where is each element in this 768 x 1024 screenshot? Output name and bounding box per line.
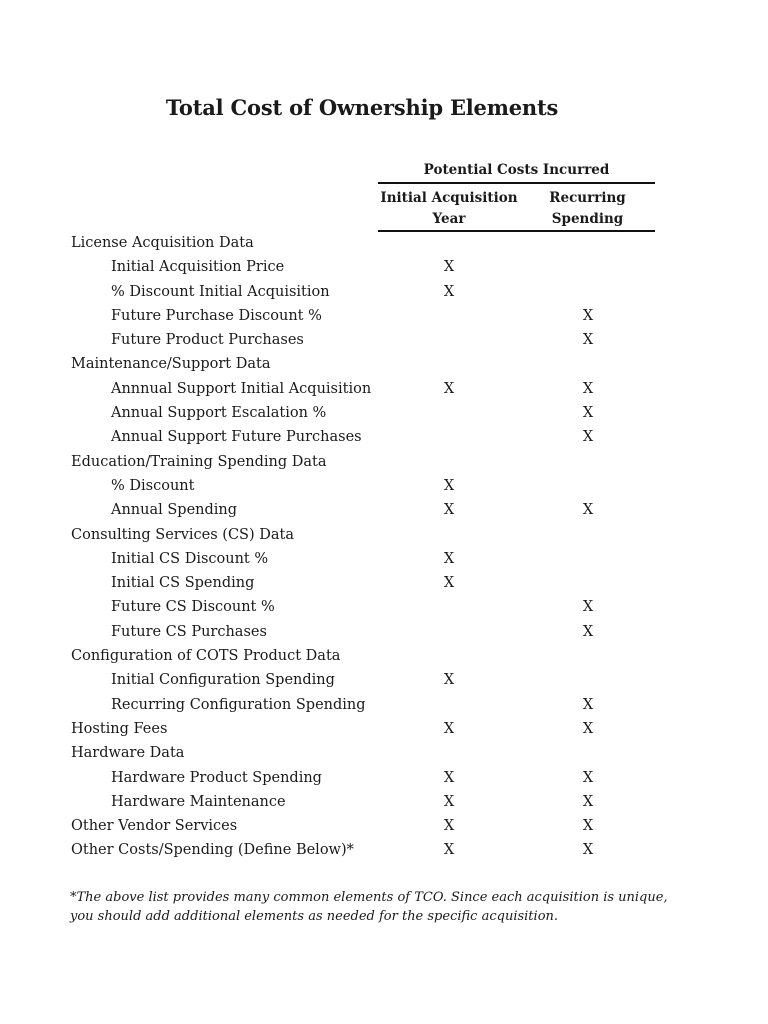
row-label: Hardware Maintenance	[111, 793, 286, 810]
column-header-recurring-spending	[520, 188, 655, 230]
recurring-spending-mark: X	[582, 696, 594, 713]
footnote-line: *The above list provides many common elements of TCO. Since each acquisition is unique,	[70, 890, 668, 905]
table-row-item	[0, 304, 768, 328]
row-label: Other Costs/Spending (Define Below)*	[71, 842, 354, 859]
table-row-section	[0, 523, 768, 547]
recurring-spending-mark: X	[582, 405, 594, 422]
row-label: Initial Configuration Spending	[111, 672, 335, 689]
initial-acquisition-mark: X	[443, 769, 455, 786]
recurring-spending-mark: X	[582, 599, 594, 616]
row-label: Annnual Support Initial Acquisition	[111, 380, 372, 397]
initial-acquisition-mark: X	[443, 672, 455, 689]
column-header-line: Recurring	[549, 190, 626, 206]
tco-elements-table	[0, 231, 768, 863]
row-label: Other Vendor Services	[71, 818, 238, 835]
column-header-line: Spending	[551, 211, 624, 227]
row-label: Consulting Services (CS) Data	[71, 526, 294, 543]
table-row-item	[0, 425, 768, 449]
footnote	[70, 888, 710, 926]
recurring-spending-mark: X	[582, 502, 594, 519]
recurring-spending-mark: X	[582, 720, 594, 737]
table-row-section	[0, 231, 768, 255]
row-label: Hardware Product Spending	[111, 769, 322, 786]
initial-acquisition-mark: X	[443, 380, 455, 397]
row-label: Initial CS Discount %	[111, 550, 269, 567]
footnote-line: you should add additional elements as needed for the specific acquisition.	[70, 909, 559, 924]
row-label: Recurring Configuration Spending	[111, 696, 366, 713]
column-group-header: Potential Costs Incurred	[423, 162, 610, 178]
recurring-spending-mark: X	[582, 332, 594, 349]
column-header-line: Year	[432, 211, 466, 227]
row-label: Future CS Discount %	[111, 599, 275, 616]
row-label: Annual Spending	[111, 502, 238, 519]
table-row-item	[0, 620, 768, 644]
recurring-spending-mark: X	[582, 818, 594, 835]
table-row-section	[0, 814, 768, 838]
table-row-section	[0, 717, 768, 741]
row-label: License Acquisition Data	[71, 235, 254, 251]
recurring-spending-mark: X	[582, 307, 594, 324]
table-row-item	[0, 790, 768, 814]
initial-acquisition-mark: X	[443, 842, 455, 859]
row-label: Annual Support Future Purchases	[111, 429, 362, 446]
initial-acquisition-mark: X	[443, 575, 455, 592]
initial-acquisition-mark: X	[443, 818, 455, 835]
table-row-item	[0, 498, 768, 522]
table-row-section	[0, 644, 768, 668]
initial-acquisition-mark: X	[443, 502, 455, 519]
column-header-initial-acquisition-year	[378, 188, 520, 230]
table-row-item	[0, 377, 768, 401]
row-label: Initial CS Spending	[111, 575, 255, 592]
table-row-item	[0, 693, 768, 717]
row-label: Future CS Purchases	[111, 623, 267, 640]
table-row-section	[0, 838, 768, 862]
table-row-item	[0, 474, 768, 498]
table-row-section	[0, 352, 768, 376]
row-label: % Discount Initial Acquisition	[111, 283, 330, 300]
recurring-spending-mark: X	[582, 793, 594, 810]
row-label: Configuration of COTS Product Data	[71, 648, 341, 665]
initial-acquisition-mark: X	[443, 259, 455, 276]
recurring-spending-mark: X	[582, 380, 594, 397]
row-label: Hosting Fees	[71, 720, 168, 737]
table-row-section	[0, 450, 768, 474]
table-row-item	[0, 255, 768, 279]
table-row-item	[0, 401, 768, 425]
row-label: Maintenance/Support Data	[71, 356, 271, 373]
header-rule-top	[378, 182, 655, 184]
table-row-item	[0, 766, 768, 790]
column-header-line: Initial Acquisition	[380, 190, 518, 206]
table-row-section	[0, 741, 768, 765]
row-label: Future Product Purchases	[111, 332, 304, 349]
table-row-item	[0, 328, 768, 352]
table-row-item	[0, 571, 768, 595]
initial-acquisition-mark: X	[443, 477, 455, 494]
table-row-item	[0, 668, 768, 692]
row-label: % Discount	[111, 477, 195, 494]
table-row-item	[0, 595, 768, 619]
initial-acquisition-mark: X	[443, 550, 455, 567]
row-label: Initial Acquisition Price	[111, 259, 285, 276]
recurring-spending-mark: X	[582, 842, 594, 859]
recurring-spending-mark: X	[582, 429, 594, 446]
table-row-item	[0, 547, 768, 571]
row-label: Education/Training Spending Data	[71, 453, 327, 470]
recurring-spending-mark: X	[582, 623, 594, 640]
initial-acquisition-mark: X	[443, 720, 455, 737]
row-label: Future Purchase Discount %	[111, 307, 322, 324]
recurring-spending-mark: X	[582, 769, 594, 786]
page-title: Total Cost of Ownership Elements	[165, 95, 559, 120]
initial-acquisition-mark: X	[443, 283, 455, 300]
row-label: Annual Support Escalation %	[111, 405, 327, 422]
initial-acquisition-mark: X	[443, 793, 455, 810]
row-label: Hardware Data	[71, 745, 185, 762]
table-row-item	[0, 280, 768, 304]
